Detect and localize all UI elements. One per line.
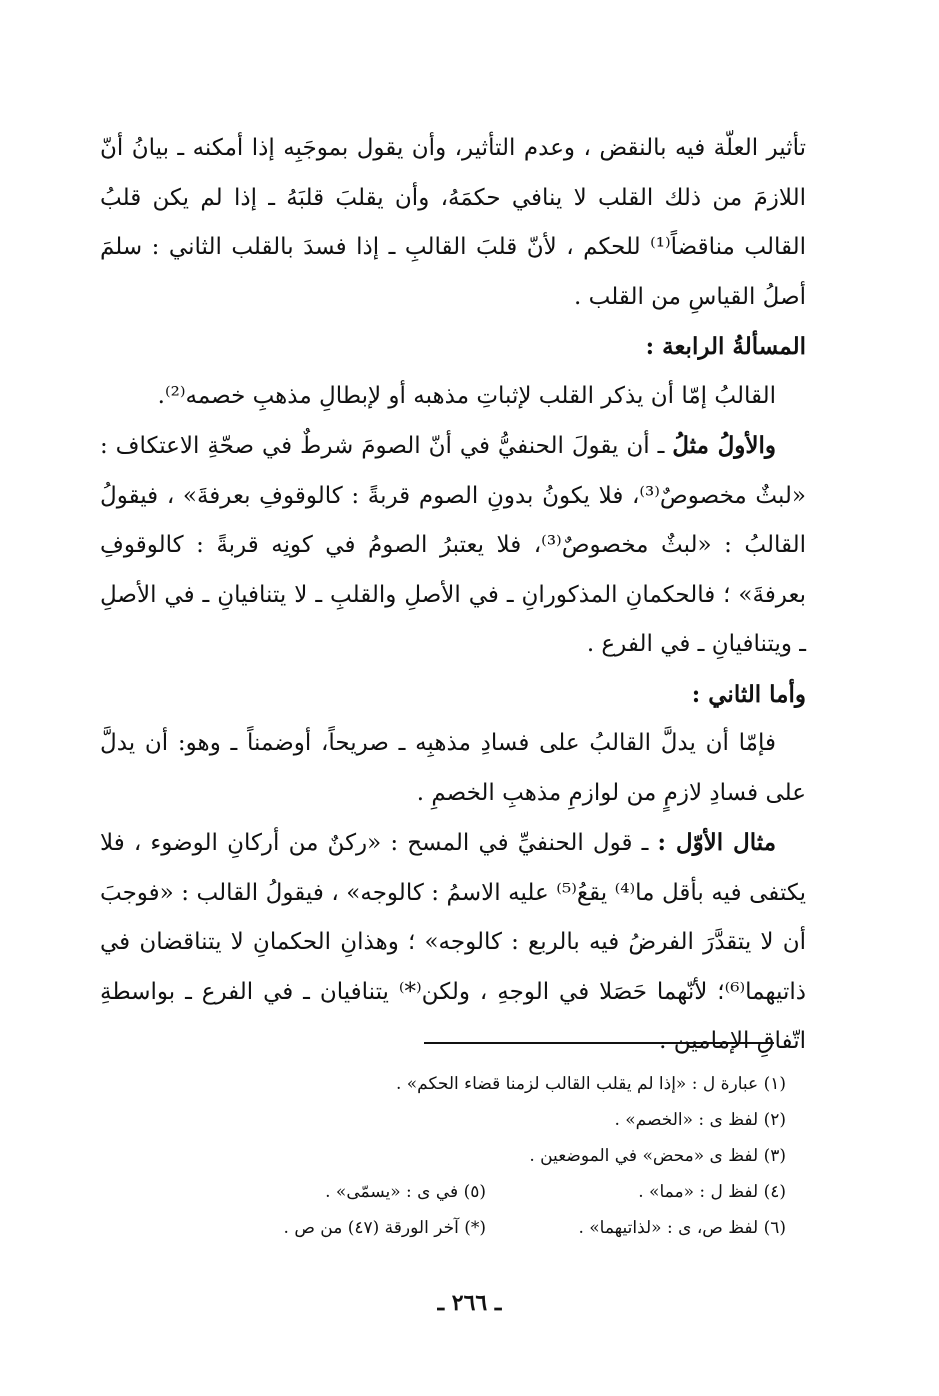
main-text <box>100 124 806 1067</box>
page-number: ـ ٢٦٦ ـ <box>437 1290 502 1316</box>
heading-fourth-issue: المسألةُ الرابعة : <box>645 333 806 360</box>
footnote-line <box>190 1210 786 1246</box>
footnote-2: (٢) لفظ ى : «الخصم» . <box>614 1110 786 1130</box>
heading-second-part: وأما الثاني : <box>691 680 806 708</box>
footnote-1: (١) عبارة ل : «إذا لم يقلب القالب لزمنا قضاء الحكم» . <box>395 1074 786 1094</box>
footnote-line <box>190 1066 786 1102</box>
footnote-6: (٦) لفظ ص، ى : «لذاتيهما» . <box>578 1218 786 1238</box>
footnotes <box>190 1066 786 1246</box>
paragraph-4: فإمّا أن يدلَّ القالبُ على فسادِ مذهبِه ـ صريحاً، أوضمناً ـ وهو: أن يدلَّ على فسادِ لازمٍ من لوازمِ مذهبِ الخصمِ . <box>100 730 806 806</box>
footnote-5: (٥) في ى : «يسمّى» . <box>325 1182 486 1202</box>
footnote-line <box>190 1138 786 1174</box>
footnote-3: (٣) لفظ ى «محض» في الموضعين . <box>529 1146 786 1166</box>
footnote-4: (٤) لفظ ل : «مما» . <box>638 1182 786 1202</box>
footnote-line <box>190 1102 786 1138</box>
paragraph-3-text: ـ أن يقولَ الحنفيُّ في أنّ الصومَ شرطٌ في صحّةِ الاعتكاف : «لبثٌ مخصوصٌ⁽³⁾، فلا يكونُ بدونِ الصوم قربةً : كالوقوفِ بعرفةَ» ، فيقولُ القالبُ : «لبثٌ مخصوصٌ⁽³⁾، فلا يعتبرُ الصومُ في كونِه قربةً : كالوقوفِ بعرفةَ» ؛ فالحكمانِ المذكورانِ ـ في الأصلِ والقلبِ ـ لا يتنافيانِ ـ في الأصلِ ـ ويتنافيانِ ـ في الفرع . <box>100 433 806 657</box>
paragraph-3 <box>100 421 806 670</box>
footnote-separator <box>424 1042 774 1044</box>
paragraph-2: القالبُ إمّا أن يذكر القلب لإثباتِ مذهبه أو لإبطالِ مذهبِ خصمه⁽²⁾. <box>157 382 776 409</box>
paragraph-5 <box>100 818 806 1067</box>
footnote-star: (*) آخر الورقة (٤٧) من ص . <box>283 1218 486 1238</box>
paragraph-5-text: ـ قول الحنفيِّ في المسح : «ركنٌ من أركانِ الوضوء ، فلا يكتفى فيه بأقل ما⁽⁴⁾ يقعُ⁽⁵⁾ عليه الاسمُ : كالوجه» ، فيقولُ القالب : «فوجبَ أن لا يتقدَّرَ الفرضُ فيه بالربع : كالوجه» ؛ وهذانِ الحكمانِ لا يتناقضان في ذاتيهما⁽⁶⁾؛ لأنّهما حَصَلا في الوجهِ ، ولكن⁽*⁾ يتنافيان ـ في الفرع ـ بواسطةِ اتّفاقِ الإمامين . <box>100 830 806 1054</box>
paragraph-5-lead: مثال الأوّل : <box>657 829 777 856</box>
paragraph-3-lead: والأولُ مثلُ <box>672 432 777 459</box>
paragraph-1: تأثير العلّة فيه بالنقض ، وعدم التأثير، وأن يقول بموجَبِه إذا أمكنه ـ بيانُ أنّ اللازمَ من ذلك القلب لا ينافي حكمَهُ، وأن يقلبَ قلبَهُ ـ إذا لم يكن قلبُ القالب مناقضاً⁽¹⁾ للحكم ، لأنّ قلبَ القالبِ ـ إذا فسدَ بالقلب الثاني : سلمَ أصلُ القياسِ من القلب . <box>100 135 806 310</box>
footnote-line <box>190 1174 786 1210</box>
